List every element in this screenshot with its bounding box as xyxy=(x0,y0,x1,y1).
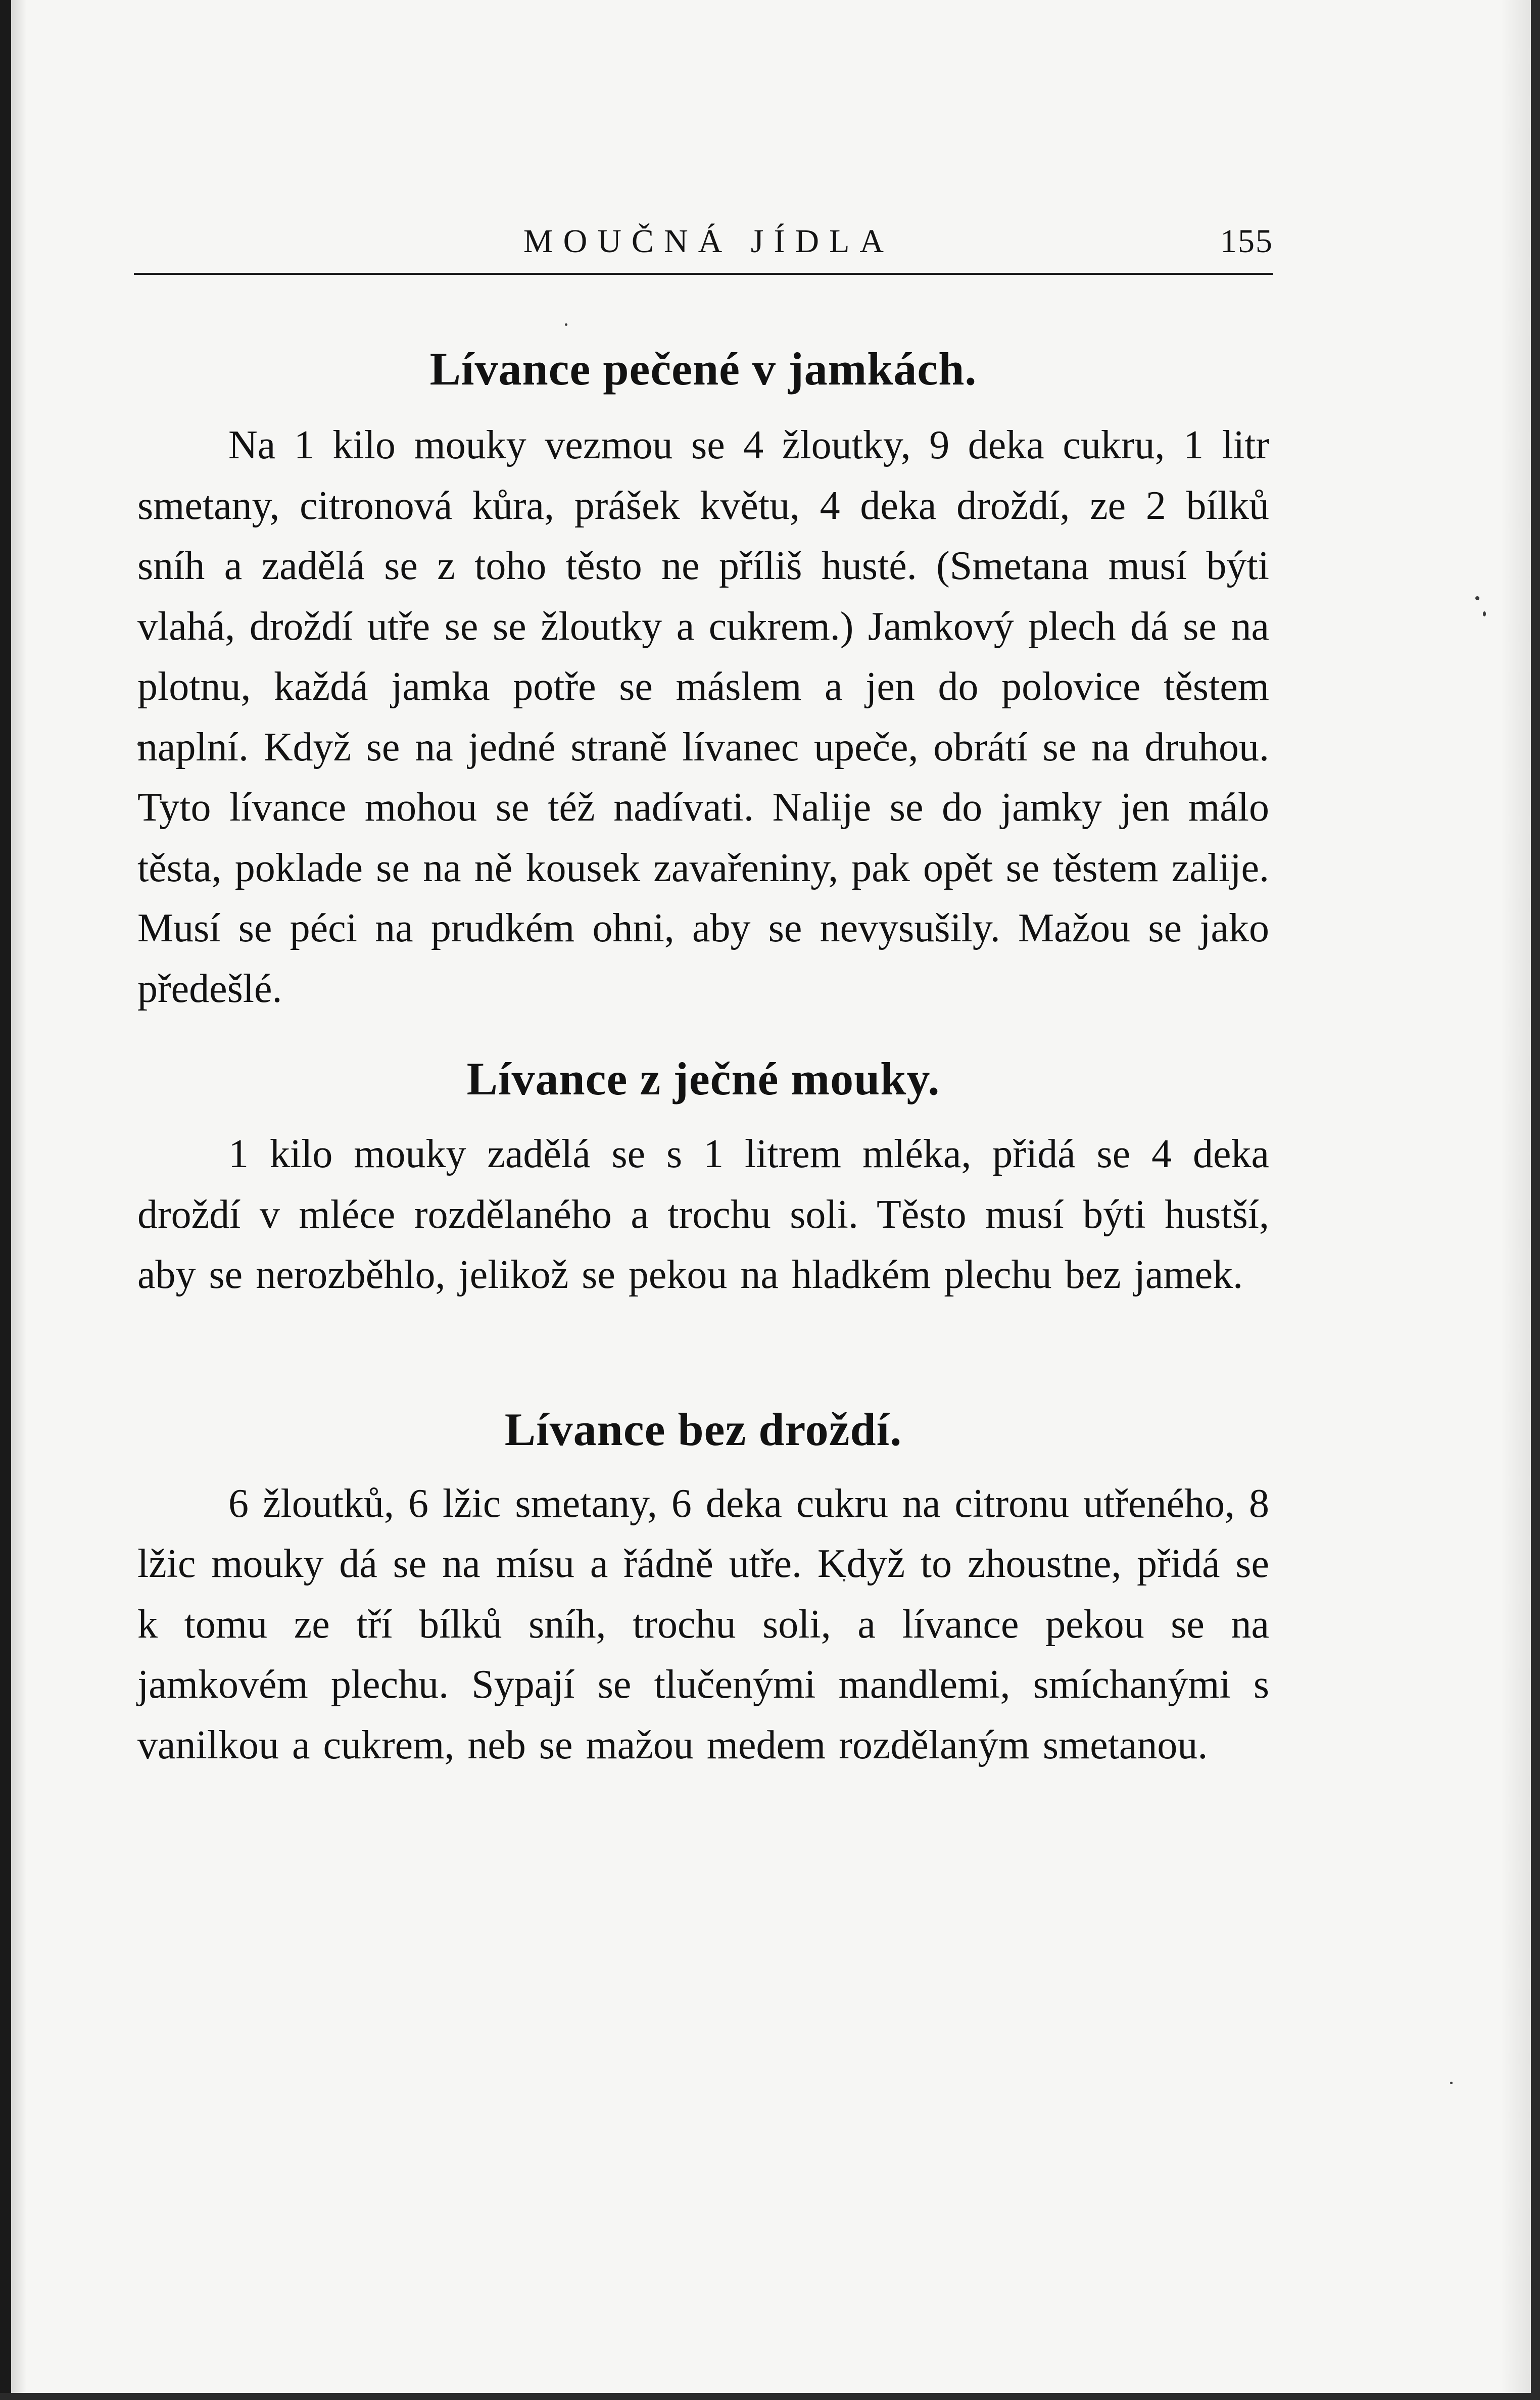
page-body xyxy=(137,333,1269,1775)
scan-speck xyxy=(565,323,567,326)
header-rule xyxy=(134,273,1273,275)
scan-speck xyxy=(1475,596,1479,600)
recipe-text: 1 kilo mouky zadělá se s 1 litrem mléka, přidá se 4 deka droždí v mléce rozdělaného a trochu soli. Těsto musí býti hustší, aby se nerozběhlo, jelikož se pekou na hladkém plechu bez jamek. xyxy=(137,1132,1269,1297)
scan-speck xyxy=(1483,611,1486,616)
scan-edge-right xyxy=(1531,0,1540,2400)
scan-edge-bottom xyxy=(0,2393,1540,2400)
running-head-title: MOUČNÁ JÍDLA xyxy=(523,223,894,260)
scan-shadow-left xyxy=(11,0,26,2400)
recipe-title: Lívance z ječné mouky. xyxy=(466,1053,940,1105)
recipe-title: Lívance pečené v jamkách. xyxy=(429,343,977,395)
recipe-text: 6 žloutků, 6 lžic smetany, 6 deka cukru na citronu utřeného, 8 lžic mouky dá se na mísu a řádně utře. Když to zhoustne, přidá se k tomu ze tří bílků sníh, trochu soli, a lívance pekou se na jamkovém plechu. Sypají se tlučenými mandlemi, smíchanými s vanilkou a cukrem, neb se mažou medem rozdělaným smetanou. xyxy=(137,1481,1269,1767)
running-head xyxy=(134,222,1273,273)
recipe-title: Lívance bez droždí. xyxy=(504,1403,902,1455)
scan-shadow-right xyxy=(1501,0,1531,2400)
page-number: 155 xyxy=(1220,223,1273,260)
scan-speck xyxy=(1450,2082,1453,2084)
recipe-text: Na 1 kilo mouky vezmou se 4 žloutky, 9 deka cukru, 1 litr smetany, citronová kůra, prášek květu, 4 deka droždí, ze 2 bílků sníh a zadělá se z toho těsto ne příliš husté. (Smetana musí býti vlahá, droždí utře se se žloutky a cukrem.) Jamkový plech dá se na plotnu, každá jamka potře se máslem a jen do polovice těstem naplní. Když se na jedné straně lívanec upeče, obrátí se na druhou. Tyto lívance mohou se též nadívati. Nalije se do jamky jen málo těsta, poklade se na ně kousek zavařeniny, pak opět se těstem zalije. Musí se péci na prudkém ohni, aby se nevysušily. Mažou se jako předešlé. xyxy=(137,423,1269,1011)
scan-edge-left xyxy=(0,0,11,2400)
